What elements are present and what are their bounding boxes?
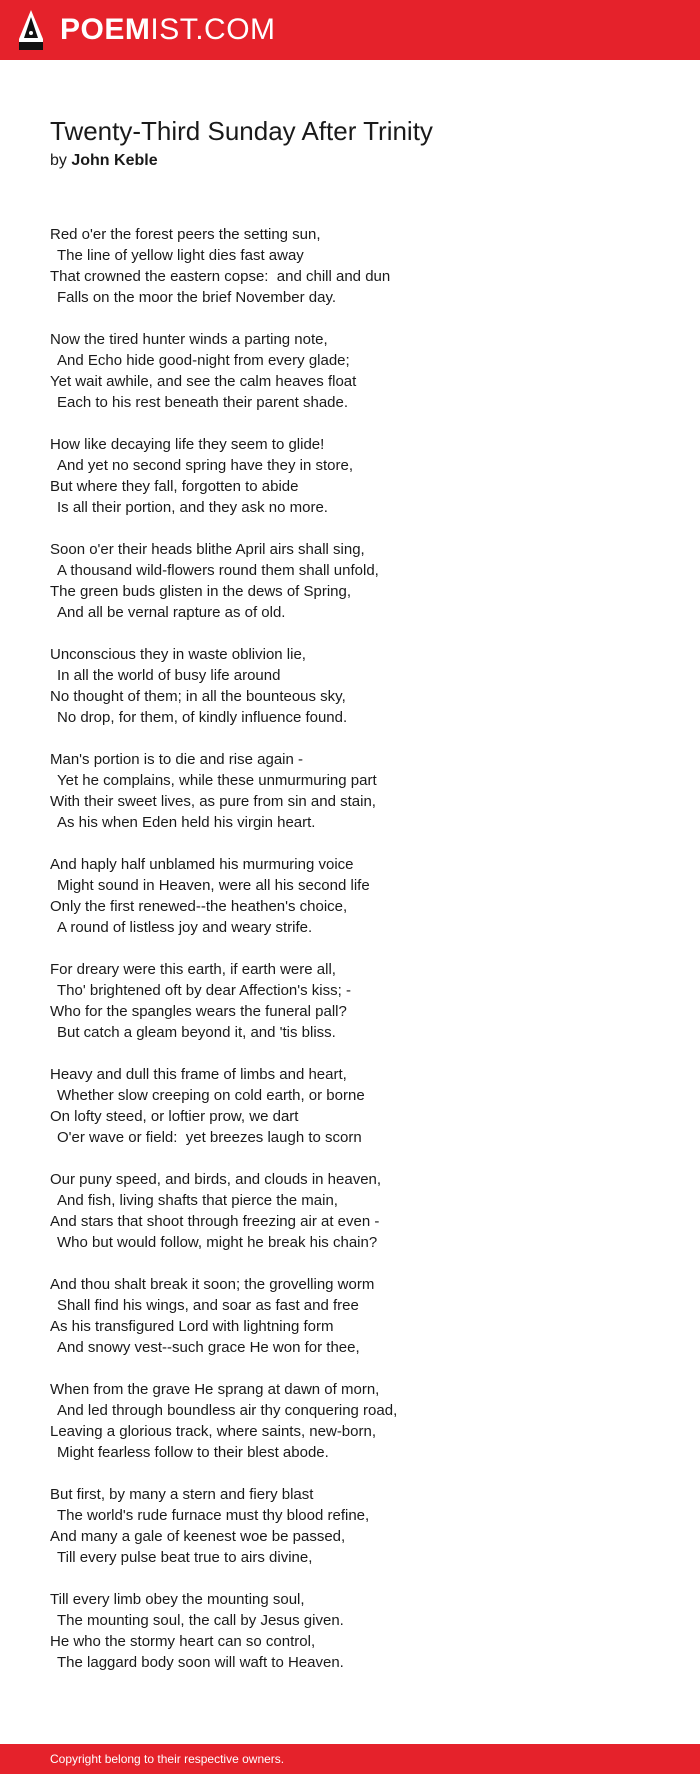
stanza [50, 959, 650, 1043]
poem-line: The green buds glisten in the dews of Spring, [50, 583, 352, 600]
logo-text-light: IST.COM [150, 13, 276, 46]
poem-line: Leaving a glorious track, where saints, new-born, [50, 1423, 377, 1440]
site-logo-link[interactable] [18, 9, 276, 51]
poem-line: The mounting soul, the call by Jesus given. [57, 1612, 344, 1629]
poem-line: But catch a gleam beyond it, and 'tis bliss. [57, 1024, 336, 1041]
copyright-text: Copyright belong to their respective owners. [50, 1752, 285, 1766]
poem-line: The line of yellow light dies fast away [57, 247, 304, 264]
poem-line: And all be vernal rapture as of old. [57, 604, 286, 621]
by-label: by [50, 152, 67, 169]
poem-line: The laggard body soon will waft to Heaven. [57, 1654, 344, 1671]
poem-line: How like decaying life they seem to glide! [50, 436, 325, 453]
poem-line: For dreary were this earth, if earth were all, [50, 961, 336, 978]
stanza [50, 854, 650, 938]
stanza [50, 1484, 650, 1568]
poem-line: And snowy vest--such grace He won for thee, [57, 1339, 360, 1356]
poem-line: Each to his rest beneath their parent shade. [57, 394, 349, 411]
stanza [50, 539, 650, 623]
poem-line: As his transfigured Lord with lightning form [50, 1318, 334, 1335]
poem-line: Falls on the moor the brief November day. [57, 289, 337, 306]
site-header [0, 0, 700, 60]
poem-line: A thousand wild-flowers round them shall unfold, [57, 562, 379, 579]
poem-line: Till every limb obey the mounting soul, [50, 1591, 305, 1608]
pen-nib-icon [18, 9, 44, 51]
poem-line: Whether slow creeping on cold earth, or borne [57, 1087, 365, 1104]
poem-content [50, 114, 650, 1694]
stanza [50, 749, 650, 833]
poem-line: Tho' brightened oft by dear Affection's kiss; - [57, 982, 351, 999]
poem-line: Shall find his wings, and soar as fast and free [57, 1297, 359, 1314]
poem-line: With their sweet lives, as pure from sin and stain, [50, 793, 376, 810]
site-logo-text [60, 15, 276, 45]
poem-line: And fish, living shafts that pierce the main, [57, 1192, 338, 1209]
poem-line: And stars that shoot through freezing air at even - [50, 1213, 380, 1230]
poem-line: Heavy and dull this frame of limbs and heart, [50, 1066, 347, 1083]
poem-line: Yet he complains, while these unmurmuring part [57, 772, 377, 789]
stanza [50, 1589, 650, 1673]
poem-line: When from the grave He sprang at dawn of morn, [50, 1381, 380, 1398]
poem-line: And yet no second spring have they in store, [57, 457, 354, 474]
poem-line: Man's portion is to die and rise again - [50, 751, 304, 768]
poem-line: Who but would follow, might he break his chain? [57, 1234, 378, 1251]
poem-line: But where they fall, forgotten to abide [50, 478, 299, 495]
poem-line: Unconscious they in waste oblivion lie, [50, 646, 306, 663]
stanza [50, 1379, 650, 1463]
stanza [50, 1274, 650, 1358]
poem-byline [50, 150, 650, 172]
poem-line: The world's rude furnace must thy blood refine, [57, 1507, 370, 1524]
poem-line: He who the stormy heart can so control, [50, 1633, 316, 1650]
poem-line: Only the first renewed--the heathen's choice, [50, 898, 348, 915]
stanza [50, 434, 650, 518]
poem-line: O'er wave or field: yet breezes laugh to scorn [57, 1129, 362, 1146]
poem-line: And haply half unblamed his murmuring voice [50, 856, 354, 873]
poem-line: No drop, for them, of kindly influence found. [57, 709, 348, 726]
poem-line: Might sound in Heaven, were all his second life [57, 877, 370, 894]
poem-line: No thought of them; in all the bounteous sky, [50, 688, 346, 705]
poem-line: But first, by many a stern and fiery blast [50, 1486, 314, 1503]
poem-line: Is all their portion, and they ask no more. [57, 499, 328, 516]
author-link[interactable]: John Keble [71, 152, 158, 169]
poem-line: In all the world of busy life around [57, 667, 281, 684]
poem-line: That crowned the eastern copse: and chill and dun [50, 268, 391, 285]
stanza [50, 224, 650, 308]
stanza [50, 329, 650, 413]
poem-line: Till every pulse beat true to airs divine, [57, 1549, 313, 1566]
poem-line: A round of listless joy and weary strife. [57, 919, 313, 936]
stanza [50, 644, 650, 728]
poem-line: Red o'er the forest peers the setting sun, [50, 226, 321, 243]
poem-line: And thou shalt break it soon; the grovelling worm [50, 1276, 375, 1293]
poem-line: Soon o'er their heads blithe April airs shall sing, [50, 541, 365, 558]
poem-line: Now the tired hunter winds a parting note, [50, 331, 328, 348]
poem-line: Our puny speed, and birds, and clouds in heaven, [50, 1171, 382, 1188]
poem-line: And led through boundless air thy conquering road, [57, 1402, 398, 1419]
poem-line: Yet wait awhile, and see the calm heaves float [50, 373, 357, 390]
poem-line: Might fearless follow to their blest abode. [57, 1444, 329, 1461]
site-footer [0, 1744, 700, 1774]
poem-line: As his when Eden held his virgin heart. [57, 814, 316, 831]
stanza [50, 1169, 650, 1253]
poem-line: And many a gale of keenest woe be passed, [50, 1528, 346, 1545]
poem-body [50, 224, 650, 1673]
poem-line: On lofty steed, or loftier prow, we dart [50, 1108, 299, 1125]
poem-title: Twenty-Third Sunday After Trinity [50, 116, 433, 146]
poem-line: Who for the spangles wears the funeral pall? [50, 1003, 347, 1020]
poem-line: And Echo hide good-night from every glade; [57, 352, 350, 369]
stanza [50, 1064, 650, 1148]
logo-text-bold: POEM [60, 13, 151, 46]
